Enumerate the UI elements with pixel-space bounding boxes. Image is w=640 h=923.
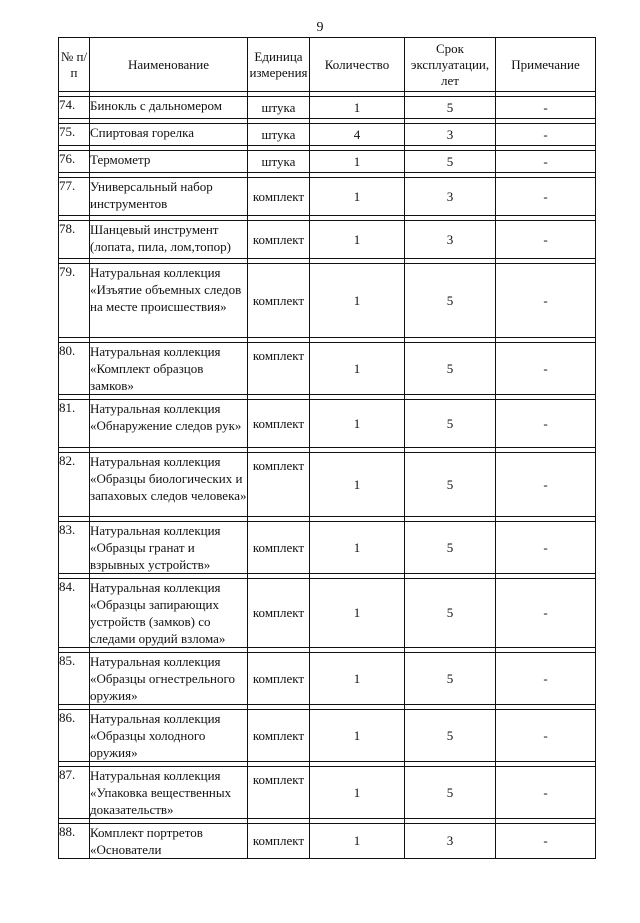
header-unit: Единица измерения xyxy=(248,38,310,92)
table-row xyxy=(59,97,596,119)
row-number: 76. xyxy=(59,151,90,173)
row-name: Универсальный набор инструментов xyxy=(90,178,248,216)
row-unit: комплект xyxy=(248,710,310,762)
table-row xyxy=(59,400,596,448)
row-number: 79. xyxy=(59,264,90,338)
row-unit: комплект xyxy=(248,767,310,819)
row-note: - xyxy=(496,400,596,448)
row-name: Натуральная коллекция «Образцы гранат и взрывных устройств» xyxy=(90,522,248,574)
row-note: - xyxy=(496,579,596,648)
row-term: 5 xyxy=(405,343,496,395)
row-quantity: 1 xyxy=(310,579,405,648)
row-term: 5 xyxy=(405,653,496,705)
row-number: 81. xyxy=(59,400,90,448)
table-body xyxy=(59,38,596,859)
table-row xyxy=(59,221,596,259)
row-name: Спиртовая горелка xyxy=(90,124,248,146)
row-unit: штука xyxy=(248,124,310,146)
row-quantity: 1 xyxy=(310,710,405,762)
row-number: 80. xyxy=(59,343,90,395)
row-quantity: 1 xyxy=(310,97,405,119)
row-unit: комплект xyxy=(248,522,310,574)
row-name: Натуральная коллекция «Образцы биологических и запаховых следов человека» xyxy=(90,453,248,517)
row-quantity: 1 xyxy=(310,522,405,574)
row-quantity: 1 xyxy=(310,178,405,216)
row-term: 5 xyxy=(405,400,496,448)
row-unit: комплект xyxy=(248,824,310,859)
row-note: - xyxy=(496,453,596,517)
row-note: - xyxy=(496,522,596,574)
table-row xyxy=(59,178,596,216)
row-note: - xyxy=(496,264,596,338)
header-note: Примечание xyxy=(496,38,596,92)
table-row xyxy=(59,653,596,705)
row-quantity: 1 xyxy=(310,264,405,338)
table-row xyxy=(59,453,596,517)
row-unit: штука xyxy=(248,97,310,119)
row-quantity: 1 xyxy=(310,343,405,395)
header-term: Срок эксплуатации, лет xyxy=(405,38,496,92)
row-name: Бинокль с дальномером xyxy=(90,97,248,119)
row-name: Натуральная коллекция «Упаковка вещественных доказательств» xyxy=(90,767,248,819)
row-name: Натуральная коллекция «Обнаружение следов рук» xyxy=(90,400,248,448)
row-note: - xyxy=(496,343,596,395)
row-note: - xyxy=(496,97,596,119)
row-term: 5 xyxy=(405,453,496,517)
row-name: Термометр xyxy=(90,151,248,173)
header-qty: Количество xyxy=(310,38,405,92)
header-row xyxy=(59,38,596,92)
row-quantity: 4 xyxy=(310,124,405,146)
page-number: 9 xyxy=(316,20,324,35)
row-note: - xyxy=(496,221,596,259)
header-num: № п/п xyxy=(59,38,90,92)
row-quantity: 1 xyxy=(310,767,405,819)
row-number: 87. xyxy=(59,767,90,819)
row-name: Натуральная коллекция «Образцы запирающих устройств (замков) со следами орудий взлома» xyxy=(90,579,248,648)
row-quantity: 1 xyxy=(310,653,405,705)
table-row xyxy=(59,124,596,146)
row-unit: комплект xyxy=(248,343,310,395)
row-unit: комплект xyxy=(248,264,310,338)
row-name: Натуральная коллекция «Образцы холодного оружия» xyxy=(90,710,248,762)
table-row xyxy=(59,579,596,648)
row-quantity: 1 xyxy=(310,221,405,259)
row-note: - xyxy=(496,178,596,216)
row-quantity: 1 xyxy=(310,151,405,173)
row-term: 5 xyxy=(405,522,496,574)
row-term: 5 xyxy=(405,710,496,762)
table-row xyxy=(59,522,596,574)
row-term: 5 xyxy=(405,97,496,119)
row-unit: комплект xyxy=(248,221,310,259)
row-number: 84. xyxy=(59,579,90,648)
row-name: Натуральная коллекция «Образцы огнестрельного оружия» xyxy=(90,653,248,705)
row-note: - xyxy=(496,151,596,173)
row-number: 75. xyxy=(59,124,90,146)
row-unit: комплект xyxy=(248,579,310,648)
table-row xyxy=(59,710,596,762)
table-row xyxy=(59,264,596,338)
row-name: Натуральная коллекция «Изъятие объемных следов на месте происшествия» xyxy=(90,264,248,338)
table-row xyxy=(59,151,596,173)
row-term: 3 xyxy=(405,178,496,216)
row-term: 5 xyxy=(405,767,496,819)
row-number: 85. xyxy=(59,653,90,705)
row-term: 3 xyxy=(405,124,496,146)
row-term: 5 xyxy=(405,579,496,648)
row-term: 3 xyxy=(405,221,496,259)
row-number: 86. xyxy=(59,710,90,762)
table-row xyxy=(59,343,596,395)
row-unit: комплект xyxy=(248,653,310,705)
row-number: 77. xyxy=(59,178,90,216)
row-quantity: 1 xyxy=(310,400,405,448)
row-name: Натуральная коллекция «Комплект образцов замков» xyxy=(90,343,248,395)
row-number: 78. xyxy=(59,221,90,259)
row-number: 83. xyxy=(59,522,90,574)
equipment-table xyxy=(58,37,596,859)
row-number: 82. xyxy=(59,453,90,517)
row-unit: комплект xyxy=(248,453,310,517)
table-row xyxy=(59,824,596,859)
row-note: - xyxy=(496,124,596,146)
row-quantity: 1 xyxy=(310,824,405,859)
row-unit: комплект xyxy=(248,178,310,216)
row-name: Шанцевый инструмент (лопата, пила, лом,топор) xyxy=(90,221,248,259)
row-number: 88. xyxy=(59,824,90,859)
row-quantity: 1 xyxy=(310,453,405,517)
row-term: 3 xyxy=(405,824,496,859)
row-term: 5 xyxy=(405,264,496,338)
row-name: Комплект портретов «Основатели xyxy=(90,824,248,859)
row-note: - xyxy=(496,653,596,705)
row-unit: комплект xyxy=(248,400,310,448)
row-number: 74. xyxy=(59,97,90,119)
header-name: Наименование xyxy=(90,38,248,92)
row-unit: штука xyxy=(248,151,310,173)
row-note: - xyxy=(496,767,596,819)
row-note: - xyxy=(496,824,596,859)
row-term: 5 xyxy=(405,151,496,173)
row-note: - xyxy=(496,710,596,762)
table-row xyxy=(59,767,596,819)
